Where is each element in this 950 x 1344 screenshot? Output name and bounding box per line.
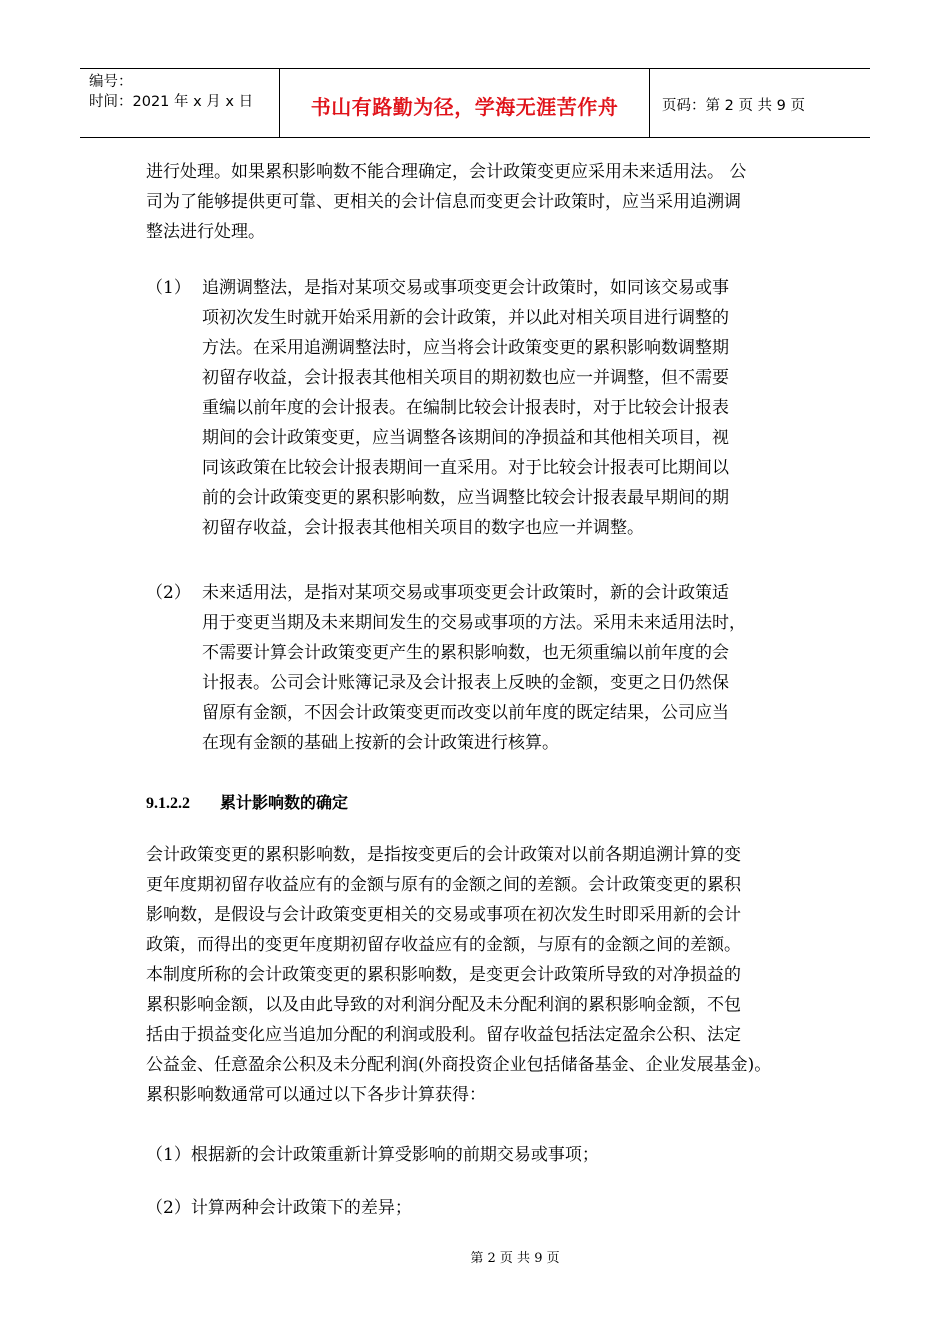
text-line: 追溯调整法，是指对某项交易或事项变更会计政策时，如同该交易或事 (202, 278, 729, 298)
section-title: 累计影响数的确定 (220, 793, 349, 812)
list-item-number: （2） (146, 583, 191, 603)
text-line: 括由于损益变化应当追加分配的利润或股利。留存收益包括法定盈余公积、法定 (146, 1025, 741, 1045)
text-line: 在现有金额的基础上按新的会计政策进行核算。 (202, 733, 559, 753)
text-line: 进行处理。如果累积影响数不能合理确定，会计政策变更应采用未来适用法。 公 (146, 162, 747, 182)
text-line: 重编以前年度的会计报表。在编制比较会计报表时，对于比较会计报表 (202, 398, 729, 418)
text-line: 未来适用法，是指对某项交易或事项变更会计政策时，新的会计政策适 (202, 583, 729, 603)
header-meta (80, 69, 280, 137)
text-line: 公益金、任意盈余公积及未分配利润(外商投资企业包括储备基金、企业发展基金)。 (146, 1055, 772, 1075)
page-header (80, 68, 870, 138)
text-line: 计报表。公司会计账簿记录及会计报表上反映的金额，变更之日仍然保 (202, 673, 729, 693)
text-line: 累积影响金额，以及由此导致的对利润分配及未分配利润的累积影响金额，不包 (146, 995, 741, 1015)
list-item-number: （1） (146, 278, 191, 298)
text-line: 前的会计政策变更的累积影响数，应当调整比较会计报表最早期间的期 (202, 488, 729, 508)
text-line: 初留存收益，会计报表其他相关项目的数字也应一并调整。 (202, 518, 644, 538)
list-item-text (202, 578, 746, 758)
header-motto: 书山有路勤为径，学海无涯苦作舟 (280, 69, 650, 137)
calculation-step: （1）根据新的会计政策重新计算受影响的前期交易或事项； (146, 1145, 599, 1165)
section-heading (146, 790, 348, 813)
document-date-label: 时间：2021 年 x 月 x 日 (89, 94, 254, 110)
text-line: 本制度所称的会计政策变更的累积影响数，是变更会计政策所导致的对净损益的 (146, 965, 741, 985)
text-line: 政策，而得出的变更年度期初留存收益应有的金额，与原有的金额之间的差额。 (146, 935, 741, 955)
text-line: 影响数，是假设与会计政策变更相关的交易或事项在初次发生时即采用新的会计 (146, 905, 741, 925)
list-item-text (202, 273, 729, 543)
header-page-info: 页码：第 2 页 共 9 页 (662, 97, 805, 114)
section-paragraph (146, 840, 771, 1110)
text-line: 司为了能够提供更可靠、更相关的会计信息而变更会计政策时，应当采用追溯调 (146, 192, 741, 212)
text-line: 留原有金额，不因会计政策变更而改变以前年度的既定结果，公司应当 (202, 703, 729, 723)
calculation-step: （2）计算两种会计政策下的差异； (146, 1198, 412, 1218)
text-line: 更年度期初留存收益应有的金额与原有的金额之间的差额。会计政策变更的累积 (146, 875, 741, 895)
text-line: 方法。在采用追溯调整法时，应当将会计政策变更的累积影响数调整期 (202, 338, 729, 358)
page-footer: 第 2 页 共 9 页 (470, 1251, 560, 1266)
text-line: 项初次发生时就开始采用新的会计政策，并以此对相关项目进行调整的 (202, 308, 729, 328)
intro-paragraph (146, 157, 746, 247)
text-line: 整法进行处理。 (146, 222, 265, 242)
text-line: 同该政策在比较会计报表期间一直采用。对于比较会计报表可比期间以 (202, 458, 729, 478)
text-line: 累积影响数通常可以通过以下各步计算获得： (146, 1085, 486, 1105)
text-line: 期间的会计政策变更，应当调整各该期间的净损益和其他相关项目，视 (202, 428, 729, 448)
text-line: 初留存收益，会计报表其他相关项目的期初数也应一并调整，但不需要 (202, 368, 729, 388)
section-number: 9.1.2.2 (146, 795, 190, 812)
text-line: 会计政策变更的累积影响数，是指按变更后的会计政策对以前各期追溯计算的变 (146, 845, 741, 865)
document-number-label: 编号： (89, 74, 133, 90)
text-line: 不需要计算会计政策变更产生的累积影响数，也无须重编以前年度的会 (202, 643, 729, 663)
text-line: 用于变更当期及未来期间发生的交易或事项的方法。采用未来适用法时， (202, 613, 746, 633)
